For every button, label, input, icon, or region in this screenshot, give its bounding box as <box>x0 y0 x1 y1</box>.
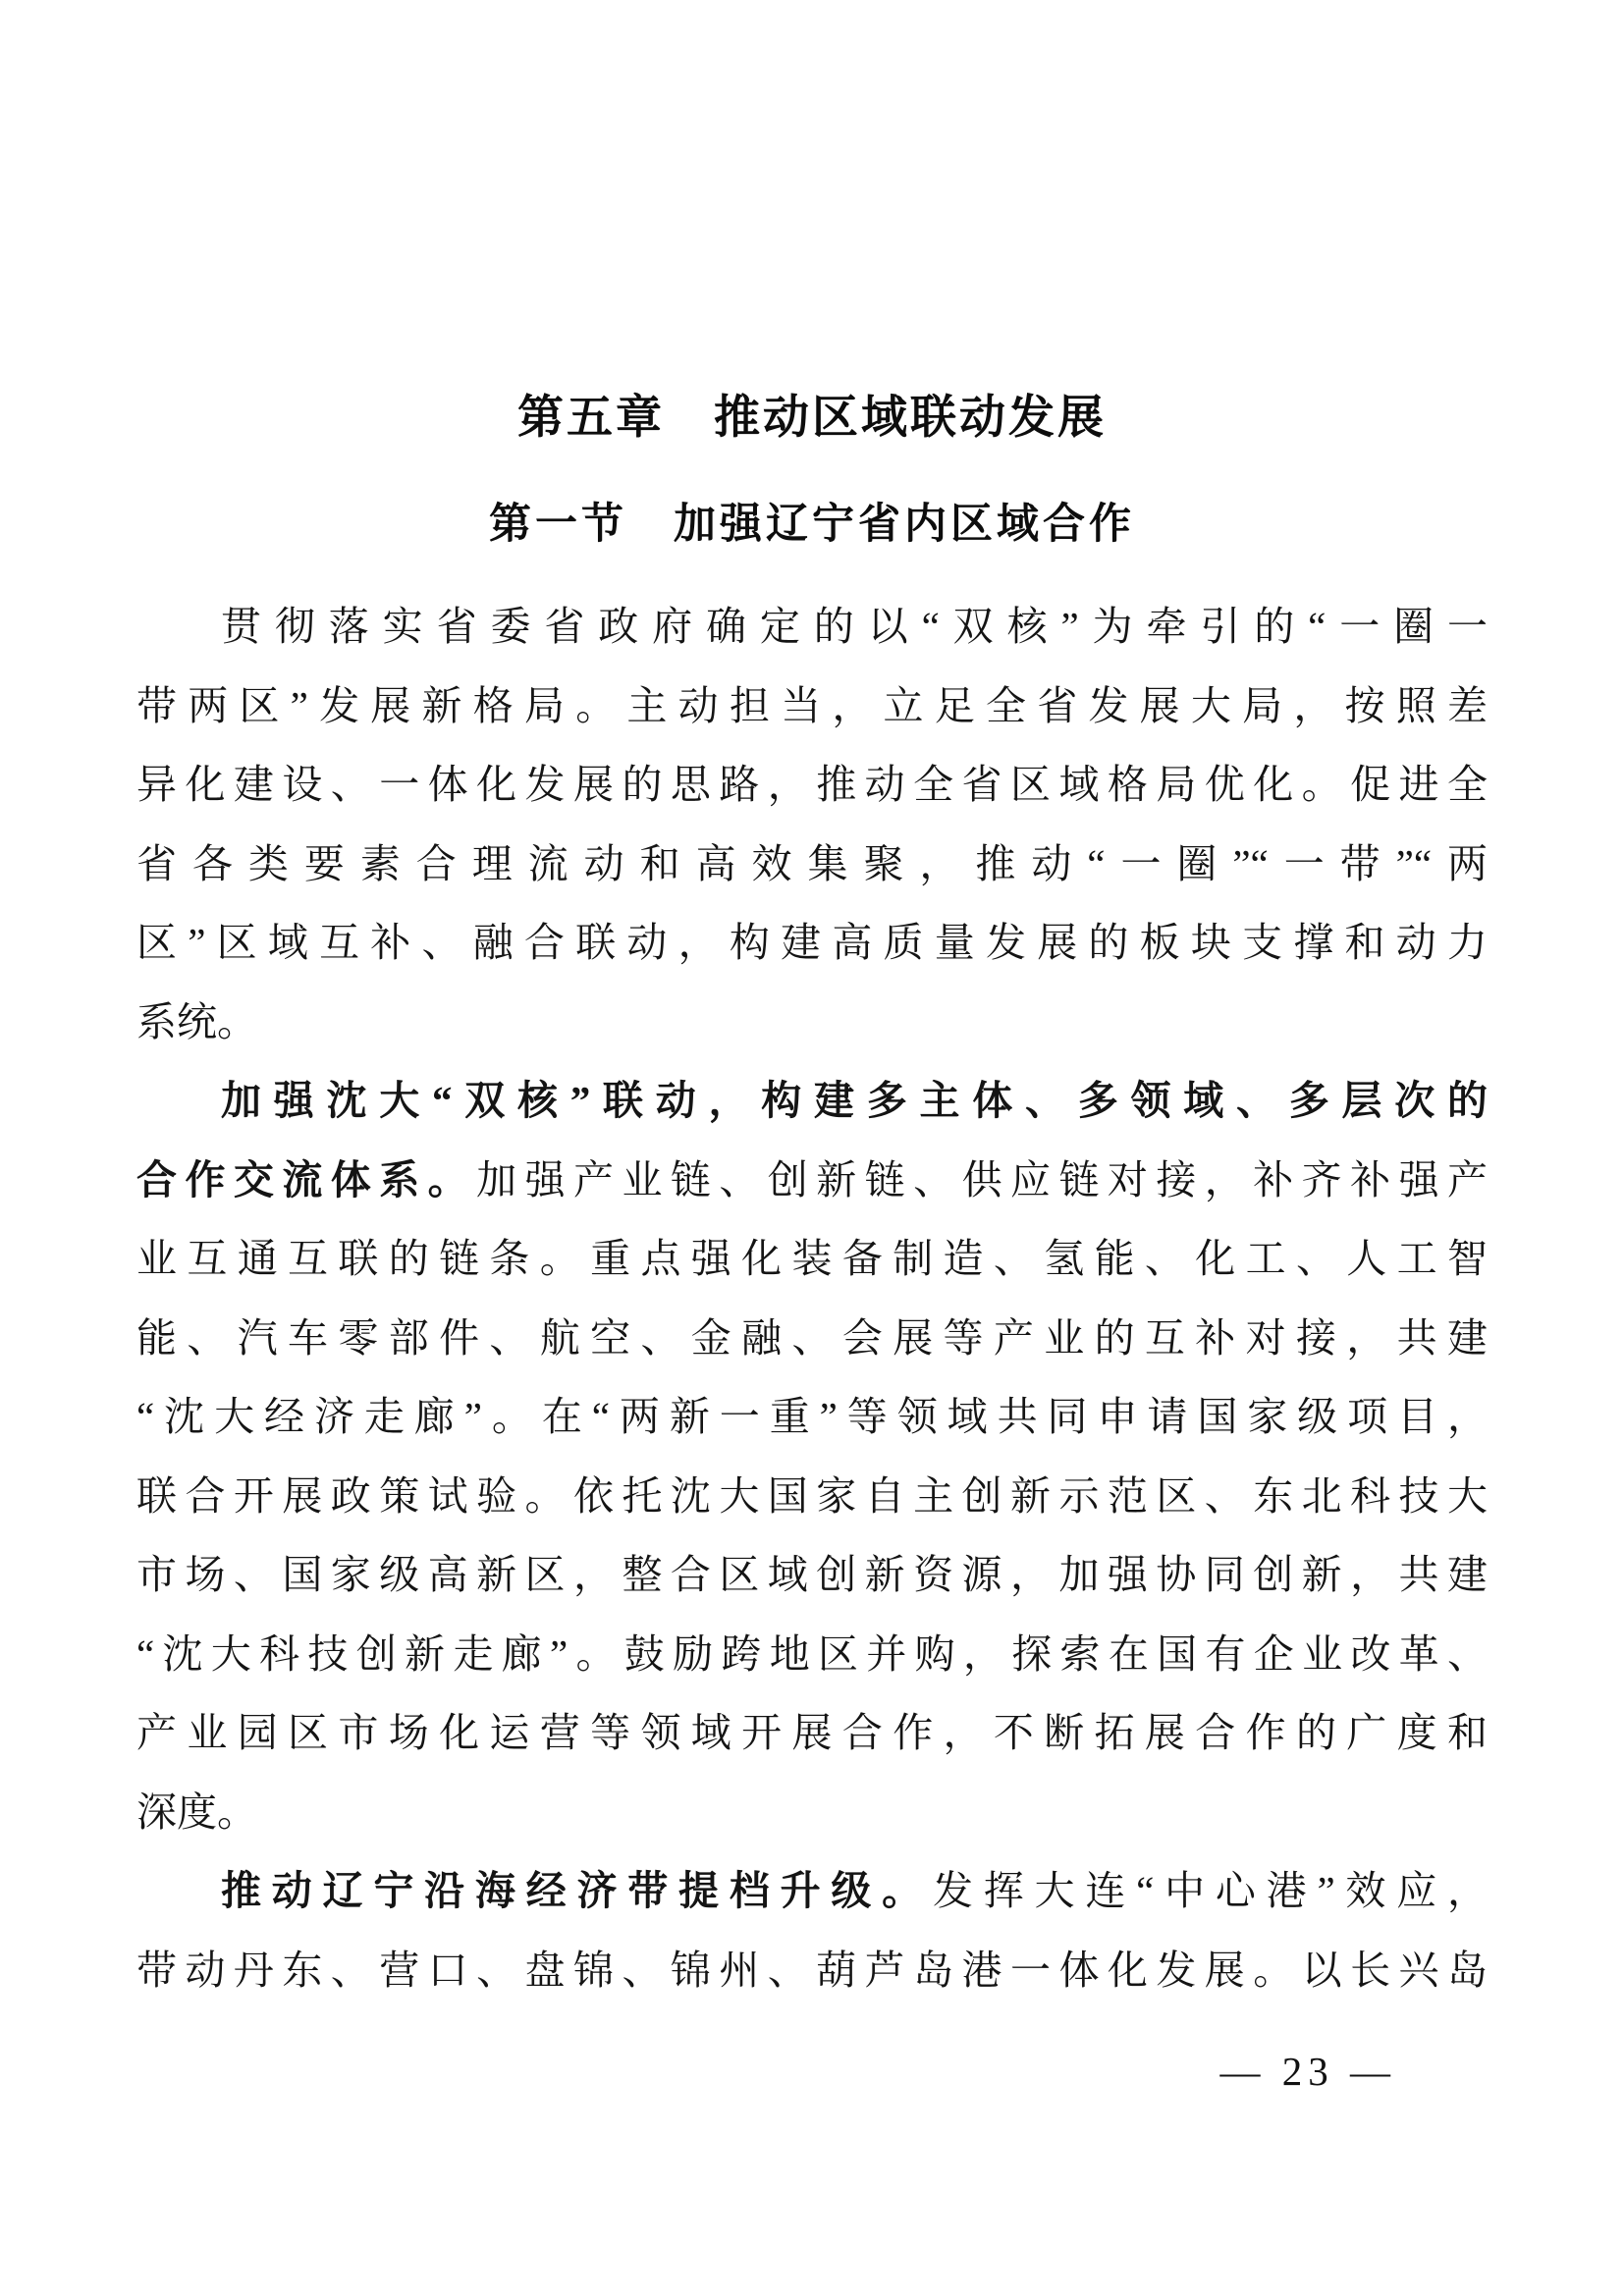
chapter-title: 第五章 推动区域联动发展 <box>517 391 1107 443</box>
document-body <box>136 587 1488 2009</box>
text-run: 贯彻落实省委省政府确定的以“双核”为牵引的“一圈一 <box>221 604 1488 649</box>
text-line <box>136 745 1488 825</box>
text-run: 加强沈大“双核”联动，构建多主体、多领域、多层次的 <box>221 1078 1488 1123</box>
text-line <box>136 1299 1488 1378</box>
text-run: 带两区”发展新格局。主动担当，立足全省发展大局，按照差 <box>136 682 1488 728</box>
text-run: 区”区域互补、融合联动，构建高质量发展的板块支撑和动力 <box>136 920 1488 965</box>
text-run: 系统。 <box>136 998 257 1044</box>
text-run: 推动辽宁沿海经济带提档升级。 <box>221 1868 933 1913</box>
text-line <box>136 903 1488 983</box>
paragraph <box>136 1061 1488 1851</box>
text-run: 能、汽车零部件、航空、金融、会展等产业的互补对接，共建 <box>136 1314 1488 1361</box>
text-line <box>136 1693 1488 1773</box>
text-run: “沈大经济走廊”。在“两新一重”等领域共同申请国家级项目， <box>136 1394 1488 1439</box>
text-run: 联合开展政策试验。依托沈大国家自主创新示范区、东北科技大 <box>136 1472 1488 1519</box>
text-run: 发挥大连“中心港”效应， <box>932 1868 1488 1913</box>
text-run: 市场、国家级高新区，整合区域创新资源，加强协同创新，共建 <box>136 1552 1488 1597</box>
text-line <box>136 1535 1488 1615</box>
paragraph <box>136 1851 1488 2009</box>
text-line <box>136 1457 1488 1536</box>
text-run: 省各类要素合理流动和高效集聚，推动“一圈”“一带”“两 <box>136 840 1488 886</box>
text-line <box>136 1141 1488 1220</box>
page-number: — 23 — <box>1219 2049 1396 2094</box>
text-line <box>136 1851 1488 1931</box>
text-run: 加强产业链、创新链、供应链对接，补齐补强产 <box>476 1156 1488 1202</box>
text-line <box>136 1931 1488 2010</box>
text-line <box>136 1377 1488 1457</box>
text-run: 深度。 <box>136 1789 257 1835</box>
text-run: “沈大科技创新走廊”。鼓励跨地区并购，探索在国有企业改革、 <box>136 1630 1488 1677</box>
text-run: 合作交流体系。 <box>136 1156 477 1202</box>
text-line <box>136 587 1488 667</box>
text-line <box>136 1061 1488 1141</box>
text-line <box>136 667 1488 746</box>
section-title: 第一节 加强辽宁省内区域合作 <box>489 502 1135 548</box>
paragraph <box>136 587 1488 1061</box>
text-run: 产业园区市场化运营等领域开展合作，不断拓展合作的广度和 <box>136 1710 1488 1755</box>
text-line <box>136 1219 1488 1299</box>
text-line <box>136 1615 1488 1694</box>
text-run: 业互通互联的链条。重点强化装备制造、氢能、化工、人工智 <box>136 1236 1488 1281</box>
text-line <box>136 825 1488 904</box>
text-line <box>136 983 1488 1062</box>
text-run: 异化建设、一体化发展的思路，推动全省区域格局优化。促进全 <box>136 762 1488 807</box>
text-line <box>136 1773 1488 1852</box>
text-run: 带动丹东、营口、盘锦、锦州、葫芦岛港一体化发展。以长兴岛 <box>136 1947 1488 1993</box>
